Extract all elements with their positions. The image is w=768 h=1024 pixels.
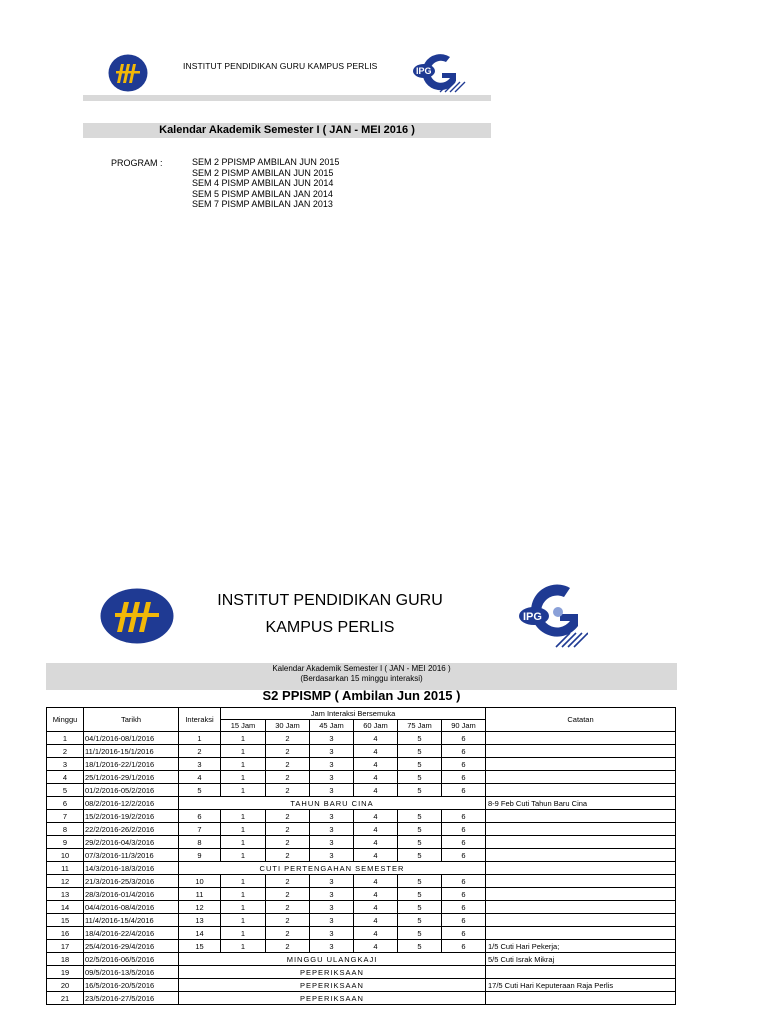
cell-jam: 2 (266, 927, 310, 940)
cell-tarikh: 28/3/2016-01/4/2016 (84, 888, 179, 901)
program-item: SEM 2 PPISMP AMBILAN JUN 2015 (192, 157, 340, 167)
cell-jam: 2 (266, 901, 310, 914)
cell-jam: 4 (354, 771, 398, 784)
cell-interaksi: 7 (179, 823, 221, 836)
cell-jam: 4 (354, 914, 398, 927)
cell-minggu: 9 (47, 836, 84, 849)
cell-tarikh: 01/2/2016-05/2/2016 (84, 784, 179, 797)
cell-period-label: MINGGU ULANGKAJI (179, 953, 486, 966)
cell-jam: 6 (442, 875, 486, 888)
cell-jam: 1 (221, 810, 266, 823)
cell-jam: 4 (354, 758, 398, 771)
cell-jam: 2 (266, 784, 310, 797)
cell-jam: 1 (221, 901, 266, 914)
cell-catatan: 1/5 Cuti Hari Pekerja; (486, 940, 676, 953)
table-row (47, 797, 676, 810)
program-title: S2 PPISMP ( Ambilan Jun 2015 ) (262, 688, 461, 703)
institution-line-1: INSTITUT PENDIDIKAN GURU (217, 592, 443, 609)
ipg-crest-logo-large (100, 588, 174, 644)
cell-catatan (486, 732, 676, 745)
cell-catatan (486, 875, 676, 888)
table-row (47, 992, 676, 1005)
cell-jam: 6 (442, 758, 486, 771)
cell-catatan (486, 758, 676, 771)
cell-period-label: TAHUN BARU CINA (179, 797, 486, 810)
table-row (47, 888, 676, 901)
cell-jam: 1 (221, 914, 266, 927)
cell-catatan: 5/5 Cuti Israk Mikraj (486, 953, 676, 966)
cell-jam: 4 (354, 784, 398, 797)
cell-jam: 6 (442, 732, 486, 745)
cell-jam: 5 (398, 901, 442, 914)
cell-jam: 2 (266, 914, 310, 927)
calendar-title: Kalendar Akademik Semester I ( JAN - MEI 2016 ) (159, 124, 415, 136)
cell-minggu: 1 (47, 732, 84, 745)
cell-jam: 6 (442, 927, 486, 940)
header-jam-col: 90 Jam (442, 720, 486, 732)
cell-tarikh: 25/4/2016-29/4/2016 (84, 940, 179, 953)
header-minggu: Minggu (47, 708, 84, 732)
cell-interaksi: 12 (179, 901, 221, 914)
cell-jam: 5 (398, 875, 442, 888)
cell-interaksi: 2 (179, 745, 221, 758)
cell-minggu: 20 (47, 979, 84, 992)
cell-jam: 3 (310, 849, 354, 862)
cell-jam: 1 (221, 849, 266, 862)
cell-jam: 5 (398, 771, 442, 784)
cell-jam: 3 (310, 888, 354, 901)
cell-jam: 5 (398, 940, 442, 953)
table-row (47, 732, 676, 745)
header-jam-col: 75 Jam (398, 720, 442, 732)
table-header-row (47, 708, 676, 720)
ipg-g-logo-large (518, 582, 588, 648)
cell-tarikh: 16/5/2016-20/5/2016 (84, 979, 179, 992)
cell-jam: 3 (310, 771, 354, 784)
table-row (47, 953, 676, 966)
cell-jam: 1 (221, 823, 266, 836)
program-label: PROGRAM : (111, 158, 163, 168)
cell-minggu: 4 (47, 771, 84, 784)
cell-tarikh: 08/2/2016-12/2/2016 (84, 797, 179, 810)
cell-period-label: CUTI PERTENGAHAN SEMESTER (179, 862, 486, 875)
cell-jam: 1 (221, 875, 266, 888)
cell-jam: 6 (442, 836, 486, 849)
cell-jam: 3 (310, 940, 354, 953)
cell-minggu: 6 (47, 797, 84, 810)
institution-name: INSTITUT PENDIDIKAN GURU KAMPUS PERLIS (183, 61, 378, 71)
cell-jam: 2 (266, 888, 310, 901)
program-item: SEM 2 PISMP AMBILAN JUN 2015 (192, 167, 334, 178)
cell-jam: 4 (354, 875, 398, 888)
cell-tarikh: 11/1/2016-15/1/2016 (84, 745, 179, 758)
cell-minggu: 15 (47, 914, 84, 927)
cell-tarikh: 07/3/2016-11/3/2016 (84, 849, 179, 862)
cell-interaksi: 3 (179, 758, 221, 771)
cell-catatan (486, 966, 676, 979)
cell-jam: 4 (354, 901, 398, 914)
cell-jam: 1 (221, 758, 266, 771)
cell-minggu: 21 (47, 992, 84, 1005)
cell-jam: 3 (310, 810, 354, 823)
cell-jam: 3 (310, 758, 354, 771)
cell-interaksi: 13 (179, 914, 221, 927)
cell-interaksi: 6 (179, 810, 221, 823)
cell-period-label: PEPERIKSAAN (179, 966, 486, 979)
cell-jam: 5 (398, 784, 442, 797)
institution-line-2: KAMPUS PERLIS (265, 619, 395, 636)
cell-jam: 5 (398, 888, 442, 901)
cell-jam: 4 (354, 732, 398, 745)
table-row (47, 927, 676, 940)
header-tarikh: Tarikh (84, 708, 179, 732)
cell-jam: 2 (266, 940, 310, 953)
cell-minggu: 13 (47, 888, 84, 901)
cell-jam: 3 (310, 875, 354, 888)
cell-interaksi: 9 (179, 849, 221, 862)
header-interaksi: Interaksi (179, 708, 221, 732)
table-row (47, 901, 676, 914)
cell-jam: 4 (354, 888, 398, 901)
cell-jam: 5 (398, 745, 442, 758)
cell-catatan (486, 771, 676, 784)
cell-jam: 5 (398, 836, 442, 849)
cell-jam: 6 (442, 888, 486, 901)
cell-jam: 2 (266, 875, 310, 888)
cell-jam: 6 (442, 940, 486, 953)
cell-jam: 4 (354, 745, 398, 758)
cell-jam: 1 (221, 836, 266, 849)
cell-jam: 3 (310, 784, 354, 797)
table-row (47, 784, 676, 797)
cell-minggu: 11 (47, 862, 84, 875)
cell-jam: 5 (398, 849, 442, 862)
cell-jam: 4 (354, 810, 398, 823)
cell-tarikh: 25/1/2016-29/1/2016 (84, 771, 179, 784)
cell-tarikh: 14/3/2016-18/3/2016 (84, 862, 179, 875)
cell-jam: 2 (266, 810, 310, 823)
program-item: SEM 7 PISMP AMBILAN JAN 2013 (192, 199, 333, 210)
cell-jam: 1 (221, 771, 266, 784)
cell-tarikh: 18/4/2016-22/4/2016 (84, 927, 179, 940)
cell-tarikh: 02/5/2016-06/5/2016 (84, 953, 179, 966)
cell-minggu: 18 (47, 953, 84, 966)
cell-interaksi: 8 (179, 836, 221, 849)
calendar-title-block (46, 664, 677, 683)
header-jam-col: 60 Jam (354, 720, 398, 732)
cell-minggu: 10 (47, 849, 84, 862)
table-row (47, 771, 676, 784)
cell-tarikh: 21/3/2016-25/3/2016 (84, 875, 179, 888)
cell-jam: 5 (398, 914, 442, 927)
cell-minggu: 14 (47, 901, 84, 914)
cell-jam: 3 (310, 927, 354, 940)
cell-jam: 5 (398, 810, 442, 823)
cell-jam: 6 (442, 784, 486, 797)
cell-jam: 5 (398, 927, 442, 940)
cell-jam: 1 (221, 732, 266, 745)
cell-minggu: 19 (47, 966, 84, 979)
cell-catatan (486, 927, 676, 940)
calendar-subtitle: (Berdasarkan 15 minggu interaksi) (300, 673, 423, 683)
cell-tarikh: 04/1/2016-08/1/2016 (84, 732, 179, 745)
cell-jam: 4 (354, 823, 398, 836)
cell-catatan (486, 862, 676, 875)
program-list (192, 157, 339, 210)
cell-jam: 2 (266, 823, 310, 836)
cell-catatan (486, 849, 676, 862)
table-row (47, 836, 676, 849)
header-jam-col: 45 Jam (310, 720, 354, 732)
cell-jam: 6 (442, 823, 486, 836)
cell-jam: 5 (398, 732, 442, 745)
program-item: SEM 5 PISMP AMBILAN JAN 2014 (192, 188, 333, 199)
table-row (47, 823, 676, 836)
cell-catatan: 17/5 Cuti Hari Keputeraan Raja Perlis (486, 979, 676, 992)
program-item: SEM 4 PISMP AMBILAN JUN 2014 (192, 178, 334, 189)
cell-minggu: 8 (47, 823, 84, 836)
table-row (47, 745, 676, 758)
cell-catatan: 8-9 Feb Cuti Tahun Baru Cina (486, 797, 676, 810)
cell-tarikh: 11/4/2016-15/4/2016 (84, 914, 179, 927)
cell-interaksi: 4 (179, 771, 221, 784)
cell-jam: 3 (310, 745, 354, 758)
cell-tarikh: 23/5/2016-27/5/2016 (84, 992, 179, 1005)
cell-jam: 6 (442, 849, 486, 862)
ipg-logo-text: IPG (523, 611, 542, 623)
cell-interaksi: 14 (179, 927, 221, 940)
cell-jam: 5 (398, 823, 442, 836)
calendar-title: Kalendar Akademik Semester I ( JAN - MEI 2016 ) (272, 664, 451, 673)
cell-interaksi: 15 (179, 940, 221, 953)
cell-jam: 2 (266, 836, 310, 849)
table-row (47, 758, 676, 771)
cell-jam: 4 (354, 940, 398, 953)
cell-minggu: 16 (47, 927, 84, 940)
cell-jam: 1 (221, 888, 266, 901)
table-row (47, 862, 676, 875)
cell-jam: 4 (354, 927, 398, 940)
academic-calendar-table (46, 707, 676, 1005)
cell-tarikh: 22/2/2016-26/2/2016 (84, 823, 179, 836)
cell-minggu: 7 (47, 810, 84, 823)
header-jam-col: 15 Jam (221, 720, 266, 732)
cell-interaksi: 11 (179, 888, 221, 901)
cell-jam: 1 (221, 784, 266, 797)
cell-jam: 6 (442, 745, 486, 758)
cell-tarikh: 15/2/2016-19/2/2016 (84, 810, 179, 823)
institution-heading (200, 587, 460, 641)
cell-interaksi: 5 (179, 784, 221, 797)
cell-minggu: 12 (47, 875, 84, 888)
cell-jam: 6 (442, 810, 486, 823)
header-jam-col: 30 Jam (266, 720, 310, 732)
cell-tarikh: 18/1/2016-22/1/2016 (84, 758, 179, 771)
ipg-g-logo (410, 53, 466, 93)
table-row (47, 940, 676, 953)
cell-minggu: 17 (47, 940, 84, 953)
table-row (47, 849, 676, 862)
cell-tarikh: 09/5/2016-13/5/2016 (84, 966, 179, 979)
cell-jam: 3 (310, 836, 354, 849)
cell-catatan (486, 992, 676, 1005)
ipg-crest-logo (108, 54, 148, 92)
cell-tarikh: 04/4/2016-08/4/2016 (84, 901, 179, 914)
header-catatan: Catatan (486, 708, 676, 732)
cell-catatan (486, 784, 676, 797)
table-row (47, 979, 676, 992)
cell-catatan (486, 888, 676, 901)
cell-jam: 3 (310, 823, 354, 836)
table-row (47, 914, 676, 927)
header-rule (83, 95, 491, 101)
cell-jam: 2 (266, 745, 310, 758)
cell-period-label: PEPERIKSAAN (179, 992, 486, 1005)
cell-period-label: PEPERIKSAAN (179, 979, 486, 992)
cell-jam: 2 (266, 758, 310, 771)
cell-jam: 3 (310, 732, 354, 745)
cell-jam: 1 (221, 940, 266, 953)
cell-jam: 4 (354, 836, 398, 849)
cell-jam: 6 (442, 901, 486, 914)
cell-jam: 1 (221, 745, 266, 758)
cell-jam: 6 (442, 914, 486, 927)
cell-jam: 2 (266, 849, 310, 862)
header-jam-group: Jam Interaksi Bersemuka (221, 708, 486, 720)
cell-catatan (486, 810, 676, 823)
cell-catatan (486, 914, 676, 927)
cell-interaksi: 10 (179, 875, 221, 888)
cell-jam: 3 (310, 901, 354, 914)
cell-minggu: 5 (47, 784, 84, 797)
cell-interaksi: 1 (179, 732, 221, 745)
cell-jam: 2 (266, 732, 310, 745)
cell-minggu: 2 (47, 745, 84, 758)
cell-catatan (486, 901, 676, 914)
cell-jam: 3 (310, 914, 354, 927)
table-row (47, 810, 676, 823)
cell-jam: 5 (398, 758, 442, 771)
cell-catatan (486, 823, 676, 836)
cell-minggu: 3 (47, 758, 84, 771)
table-row (47, 966, 676, 979)
cell-jam: 4 (354, 849, 398, 862)
ipg-logo-text: IPG (416, 66, 432, 76)
cell-catatan (486, 836, 676, 849)
cell-catatan (486, 745, 676, 758)
table-row (47, 875, 676, 888)
cell-jam: 1 (221, 927, 266, 940)
cell-tarikh: 29/2/2016-04/3/2016 (84, 836, 179, 849)
cell-jam: 6 (442, 771, 486, 784)
cell-jam: 2 (266, 771, 310, 784)
